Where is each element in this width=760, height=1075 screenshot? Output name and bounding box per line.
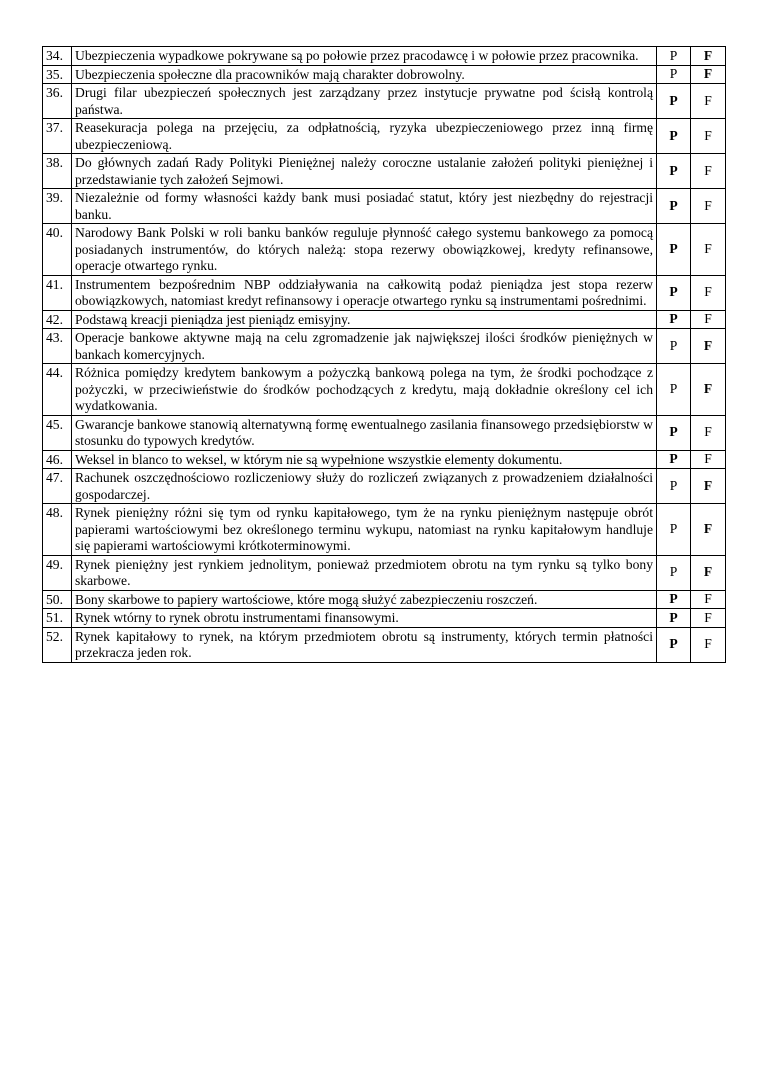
question-statement: Gwarancje bankowe stanowią alternatywną formę ewentualnego zasilania finansowego przedsiębiorstw w stosunku do typowych kredytów.	[72, 415, 657, 450]
question-number: 41.	[43, 275, 72, 310]
answer-true-option[interactable]: P	[657, 609, 691, 628]
question-number: 38.	[43, 154, 72, 189]
answer-false-option[interactable]: F	[691, 154, 726, 189]
question-number: 39.	[43, 189, 72, 224]
answer-true-option[interactable]: P	[657, 627, 691, 662]
answer-true-option[interactable]: P	[657, 224, 691, 276]
question-number: 35.	[43, 65, 72, 84]
answer-true-option[interactable]: P	[657, 555, 691, 590]
question-statement: Instrumentem bezpośrednim NBP oddziaływania na całkowitą podaż pieniądza jest stopa rezerw obowiązkowych, natomiast kredyt refinansowy i operacje otwartego rynku są instrumentami pośrednimi.	[72, 275, 657, 310]
question-number: 43.	[43, 329, 72, 364]
question-statement: Rynek pieniężny różni się tym od rynku kapitałowego, tym że na rynku pieniężnym następuje obrót papierami wartościowymi bez określonego terminu wykupu, natomiast na rynku kapitałowym handluje się papierami wartościowymi krótkoterminowymi.	[72, 504, 657, 556]
answer-true-option[interactable]: P	[657, 154, 691, 189]
question-number: 44.	[43, 364, 72, 416]
question-number: 47.	[43, 469, 72, 504]
answer-true-option[interactable]: P	[657, 364, 691, 416]
table-row	[43, 154, 726, 189]
answer-true-option[interactable]: P	[657, 504, 691, 556]
question-number: 50.	[43, 590, 72, 609]
answer-true-option[interactable]: P	[657, 590, 691, 609]
answer-true-option[interactable]: P	[657, 65, 691, 84]
answer-false-option[interactable]: F	[691, 189, 726, 224]
question-statement: Drugi filar ubezpieczeń społecznych jest zarządzany przez instytucje prywatne pod ścisłą kontrolą państwa.	[72, 84, 657, 119]
table-row	[43, 627, 726, 662]
true-false-table	[42, 46, 726, 663]
question-number: 42.	[43, 310, 72, 329]
answer-false-option[interactable]: F	[691, 275, 726, 310]
question-number: 45.	[43, 415, 72, 450]
table-row	[43, 189, 726, 224]
answer-true-option[interactable]: P	[657, 310, 691, 329]
question-statement: Różnica pomiędzy kredytem bankowym a pożyczką bankową polega na tym, że środki pochodzące z pożyczki, w przeciwieństwie do środków pochodzących z kredytu, mają dokładnie określony cel ich wydatkowania.	[72, 364, 657, 416]
question-number: 46.	[43, 450, 72, 469]
table-row	[43, 47, 726, 66]
question-number: 51.	[43, 609, 72, 628]
answer-false-option[interactable]: F	[691, 47, 726, 66]
question-statement: Podstawą kreacji pieniądza jest pieniądz emisyjny.	[72, 310, 657, 329]
answer-false-option[interactable]: F	[691, 65, 726, 84]
question-statement: Do głównych zadań Rady Polityki Pieniężnej należy coroczne ustalanie założeń polityki pieniężnej i przedstawianie tych założeń Sejmowi.	[72, 154, 657, 189]
question-statement: Reasekuracja polega na przejęciu, za odpłatnością, ryzyka ubezpieczeniowego przez inną firmę ubezpieczeniową.	[72, 119, 657, 154]
answer-false-option[interactable]: F	[691, 329, 726, 364]
answer-false-option[interactable]: F	[691, 415, 726, 450]
question-statement: Rynek kapitałowy to rynek, na którym przedmiotem obrotu są instrumenty, których termin płatności przekracza jeden rok.	[72, 627, 657, 662]
table-body	[43, 47, 726, 663]
answer-false-option[interactable]: F	[691, 609, 726, 628]
table-row	[43, 590, 726, 609]
question-statement: Operacje bankowe aktywne mają na celu zgromadzenie jak największej ilości środków pieniężnych w bankach komercyjnych.	[72, 329, 657, 364]
answer-false-option[interactable]: F	[691, 84, 726, 119]
table-row	[43, 275, 726, 310]
question-statement: Niezależnie od formy własności każdy bank musi posiadać statut, który jest niezbędny do rejestracji banku.	[72, 189, 657, 224]
table-row	[43, 450, 726, 469]
answer-false-option[interactable]: F	[691, 504, 726, 556]
answer-true-option[interactable]: P	[657, 469, 691, 504]
table-row	[43, 84, 726, 119]
table-row	[43, 119, 726, 154]
question-statement: Rynek pieniężny jest rynkiem jednolitym, ponieważ przedmiotem obrotu na tym rynku są tylko bony skarbowe.	[72, 555, 657, 590]
answer-false-option[interactable]: F	[691, 450, 726, 469]
question-number: 52.	[43, 627, 72, 662]
answer-true-option[interactable]: P	[657, 189, 691, 224]
question-statement: Narodowy Bank Polski w roli banku banków reguluje płynność całego systemu bankowego za pomocą posiadanych instrumentów, do których należą: stopa rezerwy obowiązkowej, kredyty refinansowe, operacje otwartego rynku.	[72, 224, 657, 276]
answer-true-option[interactable]: P	[657, 415, 691, 450]
answer-false-option[interactable]: F	[691, 364, 726, 416]
question-number: 37.	[43, 119, 72, 154]
answer-true-option[interactable]: P	[657, 84, 691, 119]
table-row	[43, 224, 726, 276]
question-statement: Weksel in blanco to weksel, w którym nie są wypełnione wszystkie elementy dokumentu.	[72, 450, 657, 469]
answer-false-option[interactable]: F	[691, 469, 726, 504]
question-number: 48.	[43, 504, 72, 556]
table-row	[43, 504, 726, 556]
question-number: 34.	[43, 47, 72, 66]
question-statement: Ubezpieczenia wypadkowe pokrywane są po połowie przez pracodawcę i w połowie przez pracownika.	[72, 47, 657, 66]
question-number: 49.	[43, 555, 72, 590]
answer-true-option[interactable]: P	[657, 47, 691, 66]
table-row	[43, 65, 726, 84]
question-statement: Ubezpieczenia społeczne dla pracowników mają charakter dobrowolny.	[72, 65, 657, 84]
answer-false-option[interactable]: F	[691, 310, 726, 329]
table-row	[43, 364, 726, 416]
table-row	[43, 329, 726, 364]
answer-true-option[interactable]: P	[657, 329, 691, 364]
question-statement: Bony skarbowe to papiery wartościowe, które mogą służyć zabezpieczeniu roszczeń.	[72, 590, 657, 609]
question-number: 40.	[43, 224, 72, 276]
answer-false-option[interactable]: F	[691, 119, 726, 154]
answer-true-option[interactable]: P	[657, 119, 691, 154]
question-statement: Rynek wtórny to rynek obrotu instrumentami finansowymi.	[72, 609, 657, 628]
table-row	[43, 310, 726, 329]
table-row	[43, 555, 726, 590]
table-row	[43, 469, 726, 504]
answer-false-option[interactable]: F	[691, 627, 726, 662]
table-row	[43, 609, 726, 628]
answer-false-option[interactable]: F	[691, 590, 726, 609]
question-statement: Rachunek oszczędnościowo rozliczeniowy służy do rozliczeń związanych z prowadzeniem działalności gospodarczej.	[72, 469, 657, 504]
answer-true-option[interactable]: P	[657, 275, 691, 310]
answer-false-option[interactable]: F	[691, 555, 726, 590]
answer-false-option[interactable]: F	[691, 224, 726, 276]
question-number: 36.	[43, 84, 72, 119]
table-row	[43, 415, 726, 450]
answer-true-option[interactable]: P	[657, 450, 691, 469]
